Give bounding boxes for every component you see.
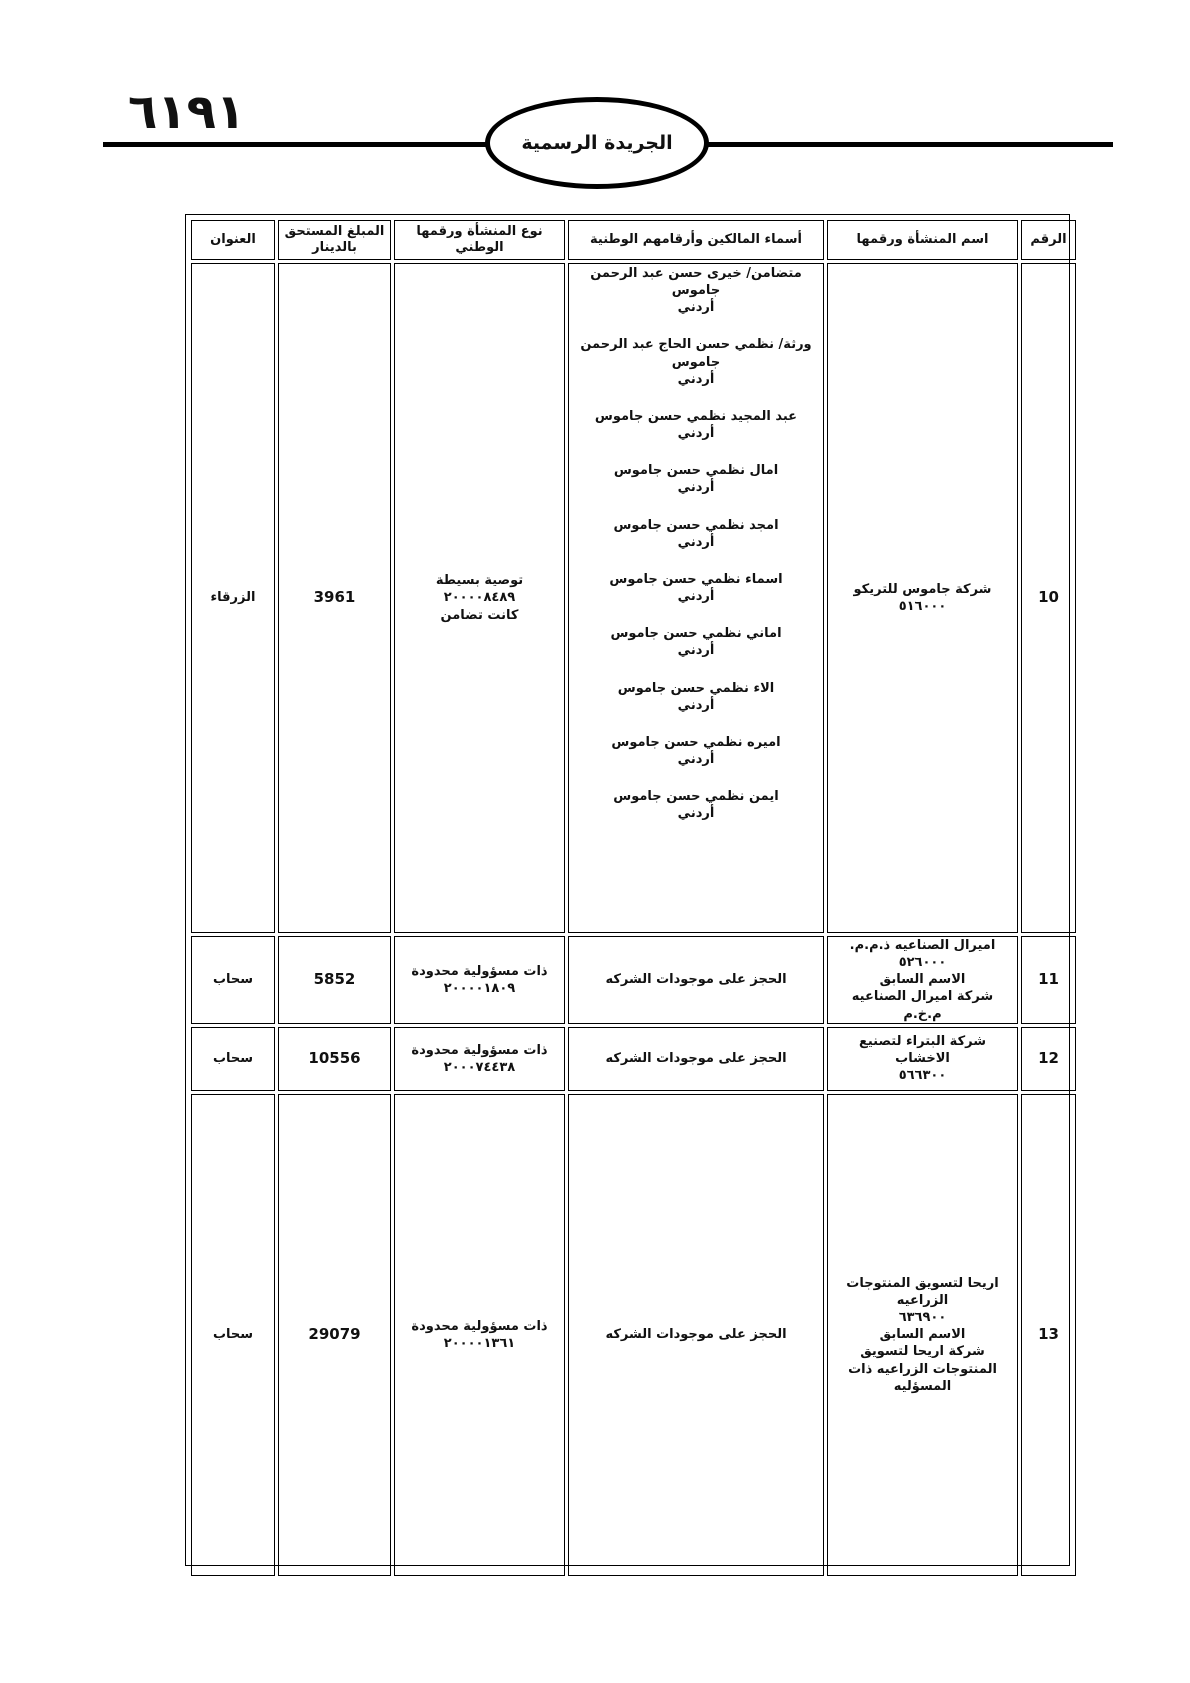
owner-name: ايمن نظمي حسن جاموس [613,789,779,805]
national-number: ٢٠٠٠٠٨٤٨٩ [443,590,516,606]
entity-type: ذات مسؤولية محدودة [411,1042,548,1058]
entity-name-cell [827,263,1018,933]
address-cell: سحاب [191,936,275,1024]
row-number: 11 [1021,936,1076,1024]
owner-nationality: أردني [677,751,715,767]
owner-nationality: أردني [677,589,715,605]
owner-name: الاء نظمي حسن جاموس [617,680,775,696]
previous-type: كانت تضامن [440,607,519,623]
entity-type-cell [394,936,565,1024]
owners-cell: الحجز على موجودات الشركه [568,1094,824,1576]
column-header-owners: أسماء المالكين وأرقامهم الوطنية [568,220,824,260]
entity-type: توصية بسيطة [435,573,524,589]
owners-cell: الحجز على موجودات الشركه [568,936,824,1024]
owner-entry [573,265,819,316]
owner-entry [573,788,819,822]
owner-entry [573,408,819,442]
table-row [191,1027,1076,1091]
owner-entry [573,517,819,551]
entity-number: ٥١٦٠٠٠ [898,599,947,614]
owner-nationality: أردني [677,806,715,822]
entity-name: اريحا لتسويق المنتوجات [846,1275,999,1291]
page-number: ٦١٩١ [128,84,246,140]
previous-name: شركة اميرال الصناعيه م.خ.م [851,989,994,1022]
national-number: ٢٠٠٠٠١٨٠٩ [443,980,516,996]
owner-entry [573,680,819,714]
previous-name-cont: المنتوجات الزراعيه ذات [848,1361,997,1377]
owner-name: عبد المجيد نظمي حسن جاموس [594,408,798,424]
amount-cell: 3961 [278,263,391,933]
amount-cell: 29079 [278,1094,391,1576]
entity-name: شركة جاموس للتريكو [853,581,992,597]
row-number: 12 [1021,1027,1076,1091]
entity-type: ذات مسؤولية محدودة [411,963,548,979]
table-row [191,936,1076,1024]
owner-entry [573,625,819,659]
owner-entry [573,734,819,768]
owner-name: اميره نظمي حسن جاموس [611,734,781,750]
owner-entry [573,336,819,387]
owner-entry [573,571,819,605]
owner-nationality: أردني [677,300,715,316]
column-header-entity-type: نوع المنشأة ورقمها الوطني [394,220,565,260]
table-row [191,1094,1076,1576]
owner-name: اماني نظمي حسن جاموس [610,626,782,642]
entity-number: ٦٣٦٩٠٠ [898,1310,947,1326]
entity-name-cont: الاخشاب [895,1051,950,1067]
entity-name: اميرال الصناعيه ذ.م.م. [849,938,996,953]
entity-type-cell [394,1027,565,1091]
national-number: ٢٠٠٠٠١٣٦١ [443,1335,516,1351]
owner-name: امال نظمي حسن جاموس [613,463,779,479]
owner-name: متضامن/ خيرى حسن عبد الرحمن جاموس [590,266,802,299]
national-number: ٢٠٠٠٧٤٤٣٨ [443,1059,516,1075]
owner-nationality: أردني [677,480,715,496]
records-table-frame [185,214,1070,1566]
address-cell: الزرقاء [191,263,275,933]
journal-title-oval [485,97,709,189]
entity-name: شركة البتراء لتصنيع [859,1034,986,1050]
entity-type-cell [394,1094,565,1576]
amount-cell: 5852 [278,936,391,1024]
table-header-row [191,220,1076,260]
row-number: 10 [1021,263,1076,933]
entity-name-cell [827,936,1018,1024]
address-cell: سحاب [191,1027,275,1091]
entity-number: ٥٦٦٣٠٠ [898,1068,947,1084]
column-header-entity-name: اسم المنشأة ورقمها [827,220,1018,260]
entity-number: ٥٢٦٠٠٠ [898,955,947,971]
previous-name-label: الاسم السابق [879,1327,966,1343]
owner-nationality: أردني [677,371,715,387]
entity-type: ذات مسؤولية محدودة [411,1318,548,1334]
owner-nationality: أردني [677,697,715,713]
owners-cell [568,263,824,933]
entity-name-cell [827,1094,1018,1576]
owner-name: ورثة/ نظمي حسن الحاج عبد الرحمن جاموس [580,337,812,370]
column-header-address: العنوان [191,220,275,260]
amount-cell: 10556 [278,1027,391,1091]
column-header-amount: المبلغ المستحق بالدينار [278,220,391,260]
previous-name-end: المسؤليه [893,1378,952,1394]
owner-name: امجد نظمي حسن جاموس [613,517,779,533]
table-row [191,263,1076,933]
column-header-number: الرقم [1021,220,1076,260]
journal-title: الجريدة الرسمية [521,132,673,154]
address-cell: سحاب [191,1094,275,1576]
owner-nationality: أردني [677,643,715,659]
owners-cell: الحجز على موجودات الشركه [568,1027,824,1091]
previous-name-label: الاسم السابق [879,972,966,988]
owner-entry [573,462,819,496]
records-table [188,217,1079,1579]
previous-name: شركة اريحا لتسويق [860,1344,985,1360]
entity-name-cell [827,1027,1018,1091]
entity-type-cell [394,263,565,933]
owner-nationality: أردني [677,426,715,442]
owner-nationality: أردني [677,534,715,550]
owner-name: اسماء نظمي حسن جاموس [609,571,783,587]
entity-name-cont: الزراعيه [896,1292,949,1308]
row-number: 13 [1021,1094,1076,1576]
